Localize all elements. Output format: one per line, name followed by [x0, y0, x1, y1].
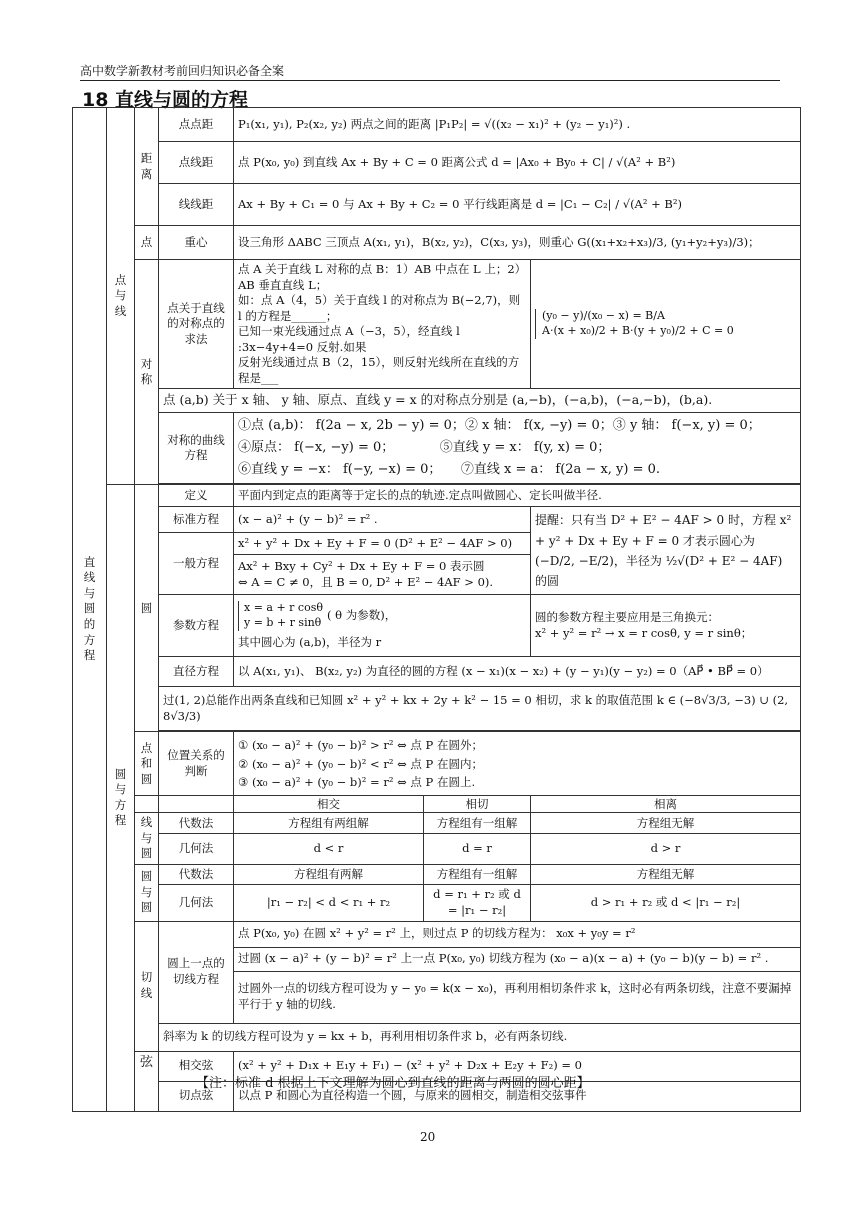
- cc-geometry-intersect: |r₁ − r₂| < d < r₁ + r₂: [234, 885, 424, 921]
- tangent-label: 圆上一点的切线方程: [159, 921, 234, 1023]
- symmetric-curve-label: 对称的曲线方程: [159, 413, 234, 484]
- section-line: [107, 108, 135, 485]
- symmetric-point-line: 点 A 关于直线 L 对称的点 B：1）AB 中点在 L 上；2）AB 垂直直线 L；: [238, 262, 521, 292]
- line-line-label: 线线距: [159, 184, 234, 226]
- system-equation-2: A·(x + x₀)/2 + B·(y + y₀)/2 + C = 0: [542, 324, 734, 338]
- diameter-eq-label: 直径方程: [159, 657, 234, 687]
- group-distance-label: 距离: [140, 150, 153, 181]
- group-circle-circle-label: 圆与圆: [140, 869, 153, 915]
- position-line: ② (x₀ − a)² + (y₀ − b)² < r² ⇔ 点 P 在圆内；: [238, 756, 483, 771]
- param-eq-label: 参数方程: [159, 595, 234, 657]
- common-chord-text: (x² + y² + D₁x + E₁y + F₁) − (x² + y² + D₂x + E₂y + F₂) = 0: [234, 1051, 801, 1081]
- cc-algebra-tangent: 方程组有一组解: [424, 864, 531, 885]
- header-intersect: 相交: [234, 796, 424, 813]
- symmetric-curve-line: ⑥直线 y = −x： f(−y, −x) = 0； ⑦直线 x = a： f(2a − x, y) = 0.: [238, 462, 661, 478]
- param-eq-note-2: x² + y² = r² → x = r cosθ, y = r sinθ；: [535, 625, 753, 640]
- general-eq-line-1: x² + y² + Dx + Ey + F = 0 (D² + E² − 4AF > 0): [234, 533, 531, 555]
- section-line-label: 点与线: [114, 272, 127, 318]
- group-point-circle-label: 点和圆: [140, 740, 153, 786]
- lc-geometry-tangent: d = r: [424, 834, 531, 865]
- symmetric-point-line: 反射光线通过点 B（2，15），则反射光线所在直线的方程是___: [238, 355, 520, 385]
- standard-eq-label: 标准方程: [159, 507, 234, 533]
- blank-cell: [159, 796, 234, 813]
- standard-eq-text: (x − a)² + (y − b)² = r² .: [234, 507, 531, 533]
- symmetric-curve-line: ①点 (a,b)： f(2a − x, 2b − y) = 0；② x 轴： f(x, −y) = 0；③ y 轴： f(−x, y) = 0；: [238, 418, 761, 434]
- group-circle-circle: [135, 864, 159, 921]
- cc-geometry-label: 几何法: [159, 885, 234, 921]
- section-circle-label: 圆与方程: [114, 766, 127, 828]
- common-chord-label: 相交弦: [159, 1051, 234, 1081]
- general-eq-line-2: Ax² + Bxy + Cy² + Dx + Ey + F = 0 表示圆: [238, 559, 485, 574]
- group-circle: 圆: [135, 485, 159, 732]
- general-eq-note: 提醒：只有当 D² + E² − 4AF > 0 时，方程 x² + y² + Dx + Ey + F = 0 才表示圆心为 (−D/2, −E/2)，半径为 ½√(D² + E² − 4AF) 的圆: [531, 507, 801, 595]
- system-equation-1: (y₀ − y)/(x₀ − x) = B/A: [542, 309, 665, 323]
- param-eq-y: y = b + r sinθ: [244, 616, 322, 630]
- main-category: [73, 108, 107, 1112]
- header-tangent: 相切: [424, 796, 531, 813]
- point-point-text: P₁(x₁, y₁), P₂(x₂, y₂) 两点之间的距离 |P₁P₂| = √((x₂ − x₁)² + (y₂ − y₁)²) .: [234, 108, 801, 142]
- group-tangent: [135, 921, 159, 1051]
- tangent-line-1: 点 P(x₀, y₀) 在圆 x² + y² = r² 上，则过点 P 的切线方程为： x₀x + y₀y = r²: [234, 921, 801, 947]
- lc-algebra-tangent: 方程组有一组解: [424, 813, 531, 834]
- lc-algebra-intersect: 方程组有两组解: [234, 813, 424, 834]
- lc-geometry-separate: d > r: [531, 834, 801, 865]
- tangent-chord-label: 切点弦: [159, 1081, 234, 1111]
- group-distance: [135, 108, 159, 226]
- param-eq-param: ( θ 为参数)，: [327, 608, 397, 623]
- footnote: 【注：标准 d 根据上下文理解为圆心到直线的距离与两圆的圆心距】: [196, 1076, 590, 1091]
- main-category-label: 直线与圆的方程: [83, 554, 96, 663]
- section-title: 18 直线与圆的方程: [82, 89, 249, 111]
- header-rule: [80, 80, 780, 81]
- point-line-label: 点线距: [159, 142, 234, 184]
- position-label: 位置关系的判断: [159, 732, 234, 796]
- diameter-eq-text: 以 A(x₁, y₁)、 B(x₂, y₂) 为直径的圆的方程 (x − x₁)(x − x₂) + (y − y₁)(y − y₂) = 0（AP⃗ • BP⃗ = 0）: [234, 657, 801, 687]
- definition-text: 平面内到定点的距离等于定长的点的轨迹.定点叫做圆心、定长叫做半径.: [234, 485, 801, 507]
- group-tangent-label: 切线: [140, 970, 153, 1000]
- position-text: [234, 732, 801, 796]
- symmetric-curve-line: ④原点： f(−x, −y) = 0； ⑤直线 y = x： f(y, x) = 0；: [238, 440, 611, 456]
- group-symmetry-label: 对称: [140, 356, 153, 387]
- param-eq-center: 其中圆心为 (a,b)，半径为 r: [238, 634, 382, 649]
- cc-algebra-intersect: 方程组有两解: [234, 864, 424, 885]
- formula-table: [72, 107, 801, 1112]
- param-eq-text: [234, 595, 531, 657]
- tangent-line-2: 过圆 (x − a)² + (y − b)² = r² 上一点 P(x₀, y₀) 切线方程为 (x₀ − a)(x − a) + (y₀ − b)(y − b) = r² .: [234, 947, 801, 971]
- point-line-text: 点 P(x₀, y₀) 到直线 Ax + By + C = 0 距离公式 d = |Ax₀ + By₀ + C| / √(A² + B²): [234, 142, 801, 184]
- symmetric-point-line: 已知一束光线通过点 A（−3，5），经直线 l :3x−4y+4=0 反射.如果: [238, 324, 460, 354]
- general-eq-label: 一般方程: [159, 533, 234, 595]
- lc-geometry-intersect: d < r: [234, 834, 424, 865]
- general-eq-condition: [234, 555, 531, 595]
- lc-algebra-label: 代数法: [159, 813, 234, 834]
- cc-algebra-label: 代数法: [159, 864, 234, 885]
- group-line-circle: [135, 813, 159, 865]
- position-line: ③ (x₀ − a)² + (y₀ − b)² = r² ⇔ 点 P 在圆上.: [238, 775, 476, 790]
- page-header: 高中数学新教材考前回归知识必备全案: [80, 64, 285, 78]
- section-circle: [107, 485, 135, 1111]
- lc-algebra-separate: 方程组无解: [531, 813, 801, 834]
- centroid-label: 重心: [159, 226, 234, 260]
- page-number: 20: [420, 1130, 436, 1144]
- group-point-circle: [135, 732, 159, 796]
- tangent-example-text: 过(1, 2)总能作出两条直线和已知圆 x² + y² + kx + 2y + k² − 15 = 0 相切，求 k 的取值范围 k ∈ (−8√3/3, −3) ∪ (2, 8√3/3): [159, 687, 801, 731]
- symmetric-axes-text: 点 (a,b) 关于 x 轴、 y 轴、原点、直线 y = x 的对称点分别是 (a,−b)，(−a,b)，(−a,−b)，(b,a).: [159, 389, 801, 413]
- tangent-chord-text: 以点 P 和圆心为直径构造一个圆，与原来的圆相交，制造相交弦事件: [234, 1081, 801, 1111]
- definition-label: 定义: [159, 485, 234, 507]
- symmetric-point-text: [234, 260, 531, 389]
- symmetric-curve-text: [234, 413, 801, 484]
- blank-cell: [135, 796, 159, 813]
- symmetric-point-system: [531, 260, 801, 389]
- group-point: 点: [135, 226, 159, 260]
- symmetric-point-line: 如：点 A（4，5）关于直线 l 的对称点为 B(−2,7)，则 l 的方程是______；: [238, 293, 521, 323]
- param-eq-x: x = a + r cosθ: [244, 601, 323, 615]
- centroid-text: 设三角形 ΔABC 三顶点 A(x₁, y₁)，B(x₂, y₂)，C(x₃, y₃)，则重心 G((x₁+x₂+x₃)/3, (y₁+y₂+y₃)/3)；: [234, 226, 801, 260]
- lc-geometry-label: 几何法: [159, 834, 234, 865]
- header-separate: 相离: [531, 796, 801, 813]
- cc-geometry-separate: d > r₁ + r₂ 或 d < |r₁ − r₂|: [531, 885, 801, 921]
- cc-geometry-tangent: d = r₁ + r₂ 或 d = |r₁ − r₂|: [424, 885, 531, 921]
- point-point-label: 点点距: [159, 108, 234, 142]
- tangent-line-4: 斜率为 k 的切线方程可设为 y = kx + b，再利用相切条件求 b，必有两条切线.: [159, 1023, 801, 1051]
- group-chord: 弦: [135, 1051, 159, 1111]
- param-eq-note: [531, 595, 801, 657]
- symmetric-point-label: 点关于直线的对称点的求法: [159, 260, 234, 389]
- param-eq-note-1: 圆的参数方程主要应用是三角换元：: [535, 610, 719, 625]
- general-eq-line-3: ⇔ A = C ≠ 0，且 B = 0, D² + E² − 4AF > 0).: [238, 574, 494, 589]
- group-symmetry: [135, 260, 159, 485]
- cc-algebra-separate: 方程组无解: [531, 864, 801, 885]
- tangent-line-3: 过圆外一点的切线方程可设为 y − y₀ = k(x − x₀)，再利用相切条件求 k，这时必有两条切线，注意不要漏掉平行于 y 轴的切线.: [234, 971, 801, 1023]
- line-line-text: Ax + By + C₁ = 0 与 Ax + By + C₂ = 0 平行线距离是 d = |C₁ − C₂| / √(A² + B²): [234, 184, 801, 226]
- position-line: ① (x₀ − a)² + (y₀ − b)² > r² ⇔ 点 P 在圆外；: [238, 738, 483, 753]
- group-line-circle-label: 线与圆: [140, 815, 153, 861]
